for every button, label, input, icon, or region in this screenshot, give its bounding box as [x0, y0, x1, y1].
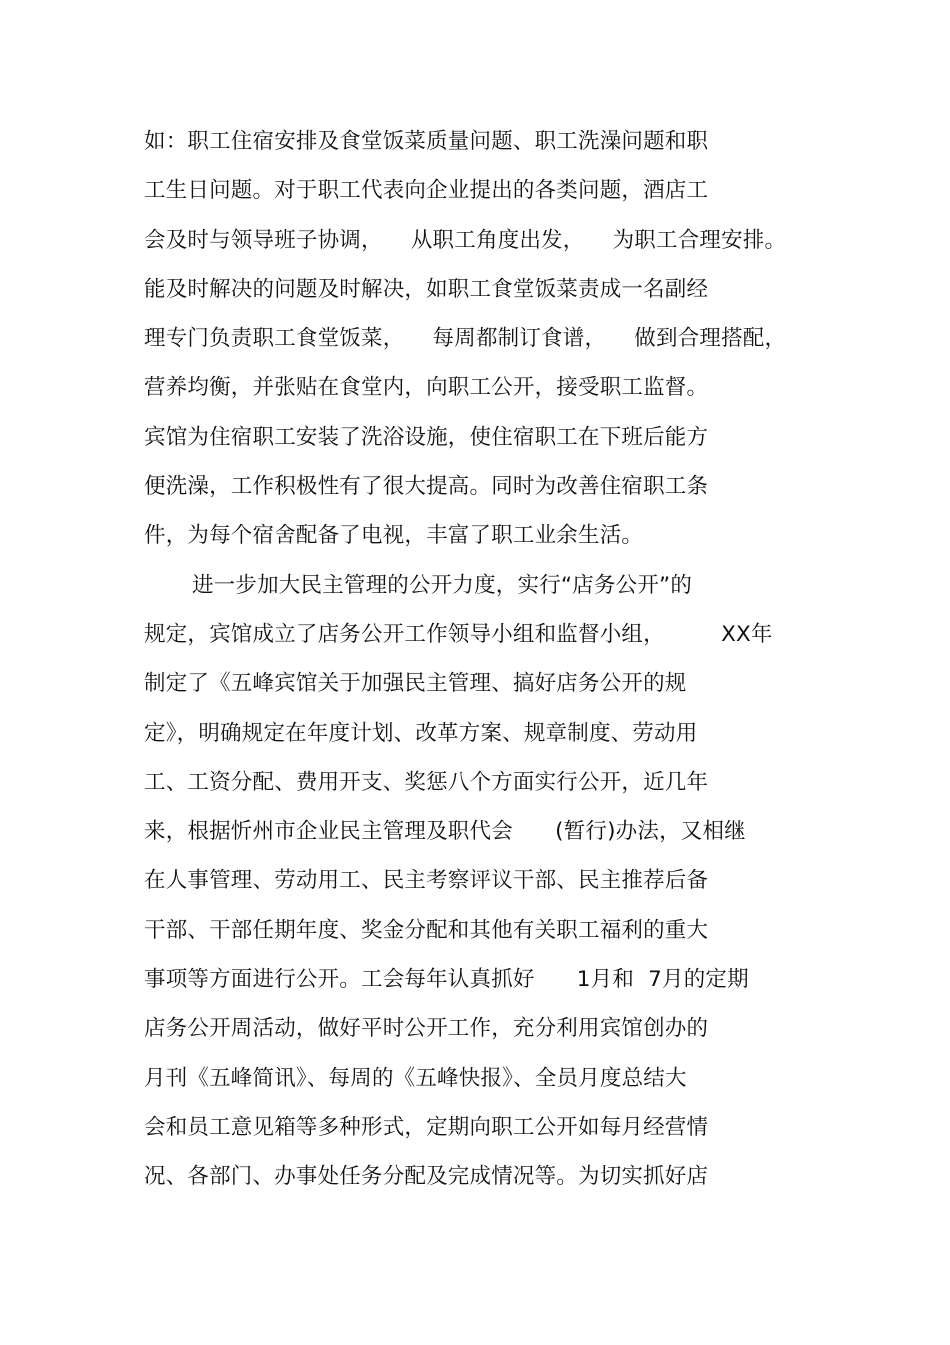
text-line: 干部、干部任期年度、奖金分配和其他有关职工福利的重大: [144, 917, 709, 943]
text-line: 能及时解决的问题及时解决，如职工食堂饭菜责成一名副经: [144, 276, 709, 302]
text-line: 工生日问题。对于职工代表向企业提出的各类问题，酒店工: [144, 178, 709, 204]
body-text: [144, 122, 824, 1207]
paragraph-start-line: 进一步加大民主管理的公开力度，实行“店务公开”的: [192, 572, 693, 598]
text-line: 会和员工意见箱等多种形式，定期向职工公开如每月经营情: [144, 1114, 709, 1140]
text-line: 宾馆为住宿职工安装了洗浴设施，使住宿职工在下班后能方: [144, 424, 709, 450]
text-line: 理专门负责职工食堂饭菜， 每周都制订食谱， 做到合理搭配，: [144, 326, 787, 352]
text-line: 件，为每个宿舍配备了电视，丰富了职工业余生活。: [144, 523, 644, 549]
text-line: 店务公开周活动，做好平时公开工作，充分利用宾馆创办的: [144, 1016, 709, 1042]
text-line: 况、各部门、办事处任务分配及完成情况等。为切实抓好店: [144, 1164, 709, 1190]
text-line: 来，根据忻州市企业民主管理及职代会 (暂行)办法，又相继: [144, 819, 746, 845]
text-line: 会及时与领导班子协调， 从职工角度出发， 为职工合理安排。: [144, 227, 787, 253]
text-line: 工、工资分配、费用开支、奖惩八个方面实行公开，近几年: [144, 769, 709, 795]
text-line: 营养均衡，并张贴在食堂内，向职工公开，接受职工监督。: [144, 375, 709, 401]
text-line: 如：职工住宿安排及食堂饭菜质量问题、职工洗澡问题和职: [144, 129, 709, 154]
text-line: 制定了《五峰宾馆关于加强民主管理、搞好店务公开的规: [144, 671, 687, 697]
text-line: 定》，明确规定在年度计划、改革方案、规章制度、劳动用: [144, 720, 698, 746]
text-line: 规定，宾馆成立了店务公开工作领导小组和监督小组， XX年: [144, 621, 773, 647]
text-line: 事项等方面进行公开。工会每年认真抓好 1月和 7月的定期: [144, 967, 749, 993]
text-line: 月刊《五峰简讯》、每周的《五峰快报》、全员月度总结大: [144, 1065, 687, 1091]
text-line: 便洗澡，工作积极性有了很大提高。同时为改善住宿职工条: [144, 474, 709, 500]
text-line: 在人事管理、劳动用工、民主考察评议干部、民主推荐后备: [144, 868, 709, 894]
